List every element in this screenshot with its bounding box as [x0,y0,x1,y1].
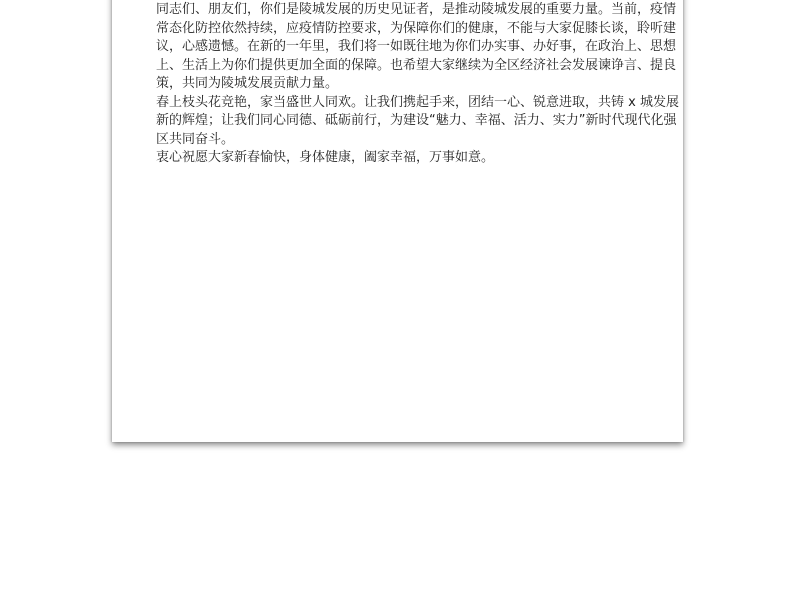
document-page [112,0,683,442]
paragraph-1 [156,1,677,94]
paragraph-2 [156,94,679,150]
text-line: 新的辉煌；让我们同心同德、砥砺前行，为建设“魅力、幸福、活力、实力”新时代现代化强 [156,113,677,128]
text-line: 议，心感遗憾。在新的一年里，我们将一如既往地为你们办实事、办好事，在政治上、思想 [156,39,677,54]
paragraph-3 [156,149,646,168]
text-line: 上、生活上为你们提供更加全面的保障。也希望大家继续为全区经济社会发展谏诤言、提良 [156,57,677,73]
text-line: 策，共同为陵城发展贡献力量。 [156,76,339,91]
document-body [156,1,679,168]
text-line: 衷心祝愿大家新春愉快，身体健康，阖家幸福，万事如意。 [156,150,495,165]
text-line: 春上枝头花竞艳，家当盛世人同欢。让我们携起手来，团结一心、锐意进取，共铸 x 城发展 [156,94,679,110]
text-line: 区共同奋斗。 [156,131,235,147]
text-line: 常态化防控依然持续，应疫情防控要求，为保障你们的健康，不能与大家促膝长谈，聆听建 [156,20,677,36]
text-line: 同志们、朋友们，你们是陵城发展的历史见证者，是推动陵城发展的重要力量。当前，疫情 [156,2,677,17]
